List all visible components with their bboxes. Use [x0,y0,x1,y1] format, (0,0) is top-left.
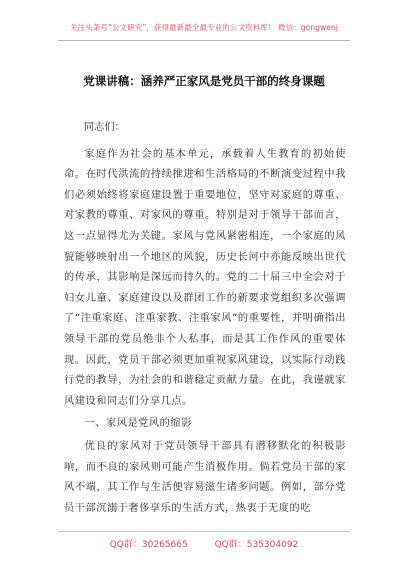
footer-qq-group-2: QQ群：535304092 [214,540,299,550]
paragraph-1: 家庭作为社会的基本单元，承载着人生教育的初始使命。在时代洪流的持续推进和生活格局的不断演变过程中我们必须始终将家庭建设置于重要地位，坚守对家庭的尊重、对家教的尊重、对家风的尊重。特别是对于领导干部而言，这一点显得尤为关键。家风与党风紧密相连，一个家庭的风貌能够映射出一个地区的风貌，历史长河中亦能反映出世代的传承，其影响是深远而持久的。党的二十届三中全会对于妇女儿童、家庭建设以及群团工作的新要求党组织多次强调了“注重家庭、注重家教、注重家风”的重要性，并明确指出领导干部的党员绝非个人私事，而是其工作作风的重要体现。因此，党员干部必须更加重视家风建设，以实际行动践行党的教导，为社会的和谐稳定贡献力量。在此，我谨就家风建设和同志们分享几点。 [64,148,346,407]
header-divider [58,40,350,41]
document-body [64,118,346,519]
page-header-notice: 关注头条号“公文研究”，获得最新最全最专业的公文资料库！ 微信：gongwenj [69,23,339,32]
section-1-heading: 一、家风是党风的缩影 [84,418,192,430]
greeting: 同志们： [84,122,125,133]
document-title: 党课讲稿：涵养严正家风是党员干部的终身课题 [83,74,325,88]
footer-divider [58,531,350,532]
footer-qq-group-1: QQ群：30265665 [109,540,188,550]
page-footer [0,537,408,550]
paragraph-2: 优良的家风对于党员领导干部具有潜移默化的积极影响，而不良的家风则可能产生消极作用。倘若党员干部的家风不端，其工作与生活便容易滋生诸多问题。例如，部分党员干部沉溺于奢侈享乐的生活方式，热衷于无度的吃 [64,440,346,514]
